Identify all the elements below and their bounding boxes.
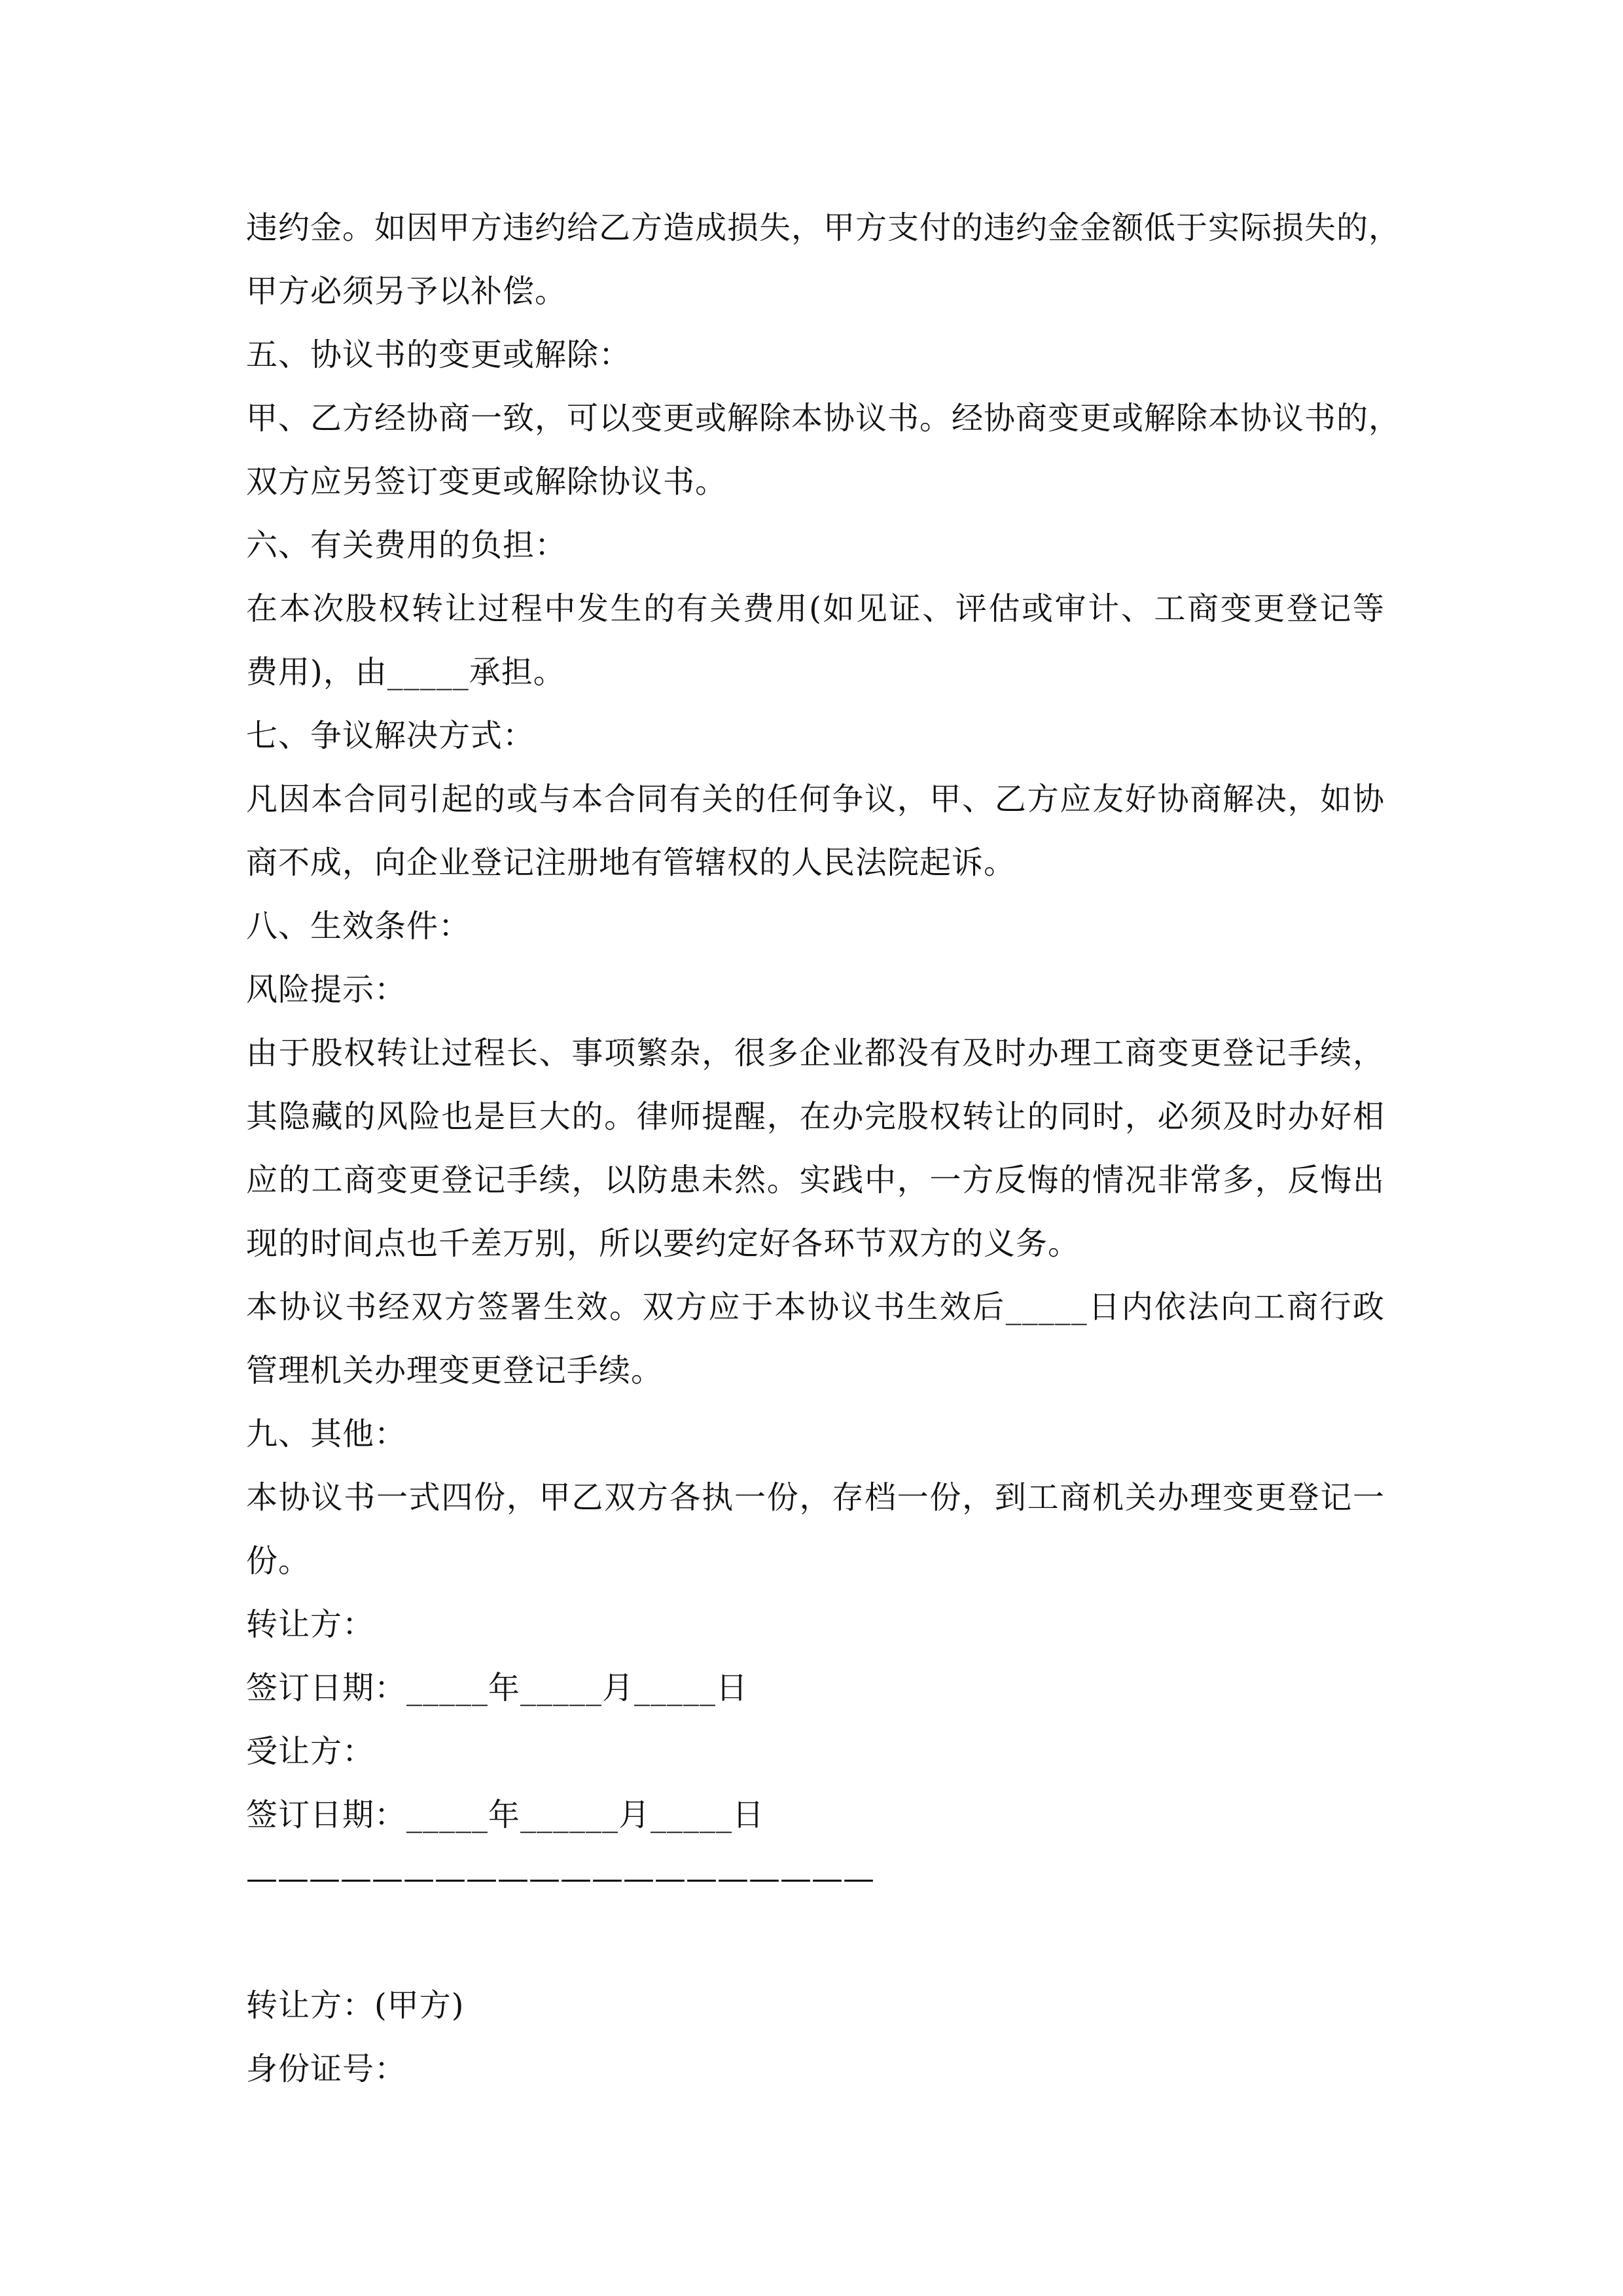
paragraph-line: 商不成，向企业登记注册地有管辖权的人民法院起诉。 xyxy=(246,844,1016,881)
paragraph-line: 双方应另签订变更或解除协议书。 xyxy=(246,463,728,500)
risk-notice-heading: 风险提示： xyxy=(246,971,407,1008)
paragraph-line: 违约金。如因甲方违约给乙方造成损失，甲方支付的违约金金额低于实际损失的， xyxy=(246,209,1401,246)
paragraph-line: 本协议书一式四份，甲乙双方各执一份，存档一份，到工商机关办理变更登记一 xyxy=(246,1479,1385,1516)
section-heading-other: 九、其他： xyxy=(246,1416,407,1452)
paragraph-line: 管理机关办理变更登记手续。 xyxy=(246,1352,664,1389)
blank-spacer xyxy=(246,1910,1385,1974)
section-heading-effective: 八、生效条件： xyxy=(246,908,471,944)
section-heading-amendment: 五、协议书的变更或解除： xyxy=(246,336,632,373)
paragraph-line: 由于股权转让过程长、事项繁杂，很多企业都没有及时办理工商变更登记手续， xyxy=(246,1035,1385,1071)
transferor-party-label: 转让方：(甲方) xyxy=(246,1987,465,2024)
paragraph-line: 费用)，由_____承担。 xyxy=(246,654,565,691)
signing-date-line: 签订日期：_____年______月_____日 xyxy=(246,1797,765,1833)
paragraph-line: 在本次股权转让过程中发生的有关费用(如见证、评估或审计、工商变更登记等 xyxy=(246,590,1385,627)
paragraph-line: 份。 xyxy=(246,1543,311,1579)
signing-date-line: 签订日期：_____年_____月_____日 xyxy=(246,1670,749,1706)
document-body xyxy=(246,196,1401,2101)
paragraph-line: 本协议书经双方签署生效。双方应于本协议书生效后_____日内依法向工商行政 xyxy=(246,1289,1385,1325)
divider-line: ———————————————————— xyxy=(246,1860,874,1897)
paragraph-line: 甲、乙方经协商一致，可以变更或解除本协议书。经协商变更或解除本协议书的， xyxy=(246,400,1401,437)
id-number-label: 身份证号： xyxy=(246,2051,407,2087)
transferor-label: 转让方： xyxy=(246,1606,375,1643)
section-heading-fees: 六、有关费用的负担： xyxy=(246,527,567,564)
paragraph-line: 甲方必须另予以补偿。 xyxy=(246,273,567,310)
section-heading-dispute: 七、争议解决方式： xyxy=(246,717,535,754)
paragraph-line: 应的工商变更登记手续，以防患未然。实践中，一方反悔的情况非常多，反悔出 xyxy=(246,1162,1385,1198)
transferee-label: 受让方： xyxy=(246,1733,375,1770)
paragraph-line: 其隐藏的风险也是巨大的。律师提醒，在办完股权转让的同时，必须及时办好相 xyxy=(246,1098,1385,1135)
paragraph-line: 凡因本合同引起的或与本合同有关的任何争议，甲、乙方应友好协商解决，如协 xyxy=(246,781,1385,817)
paragraph-line: 现的时间点也千差万别，所以要约定好各环节双方的义务。 xyxy=(246,1225,1080,1262)
